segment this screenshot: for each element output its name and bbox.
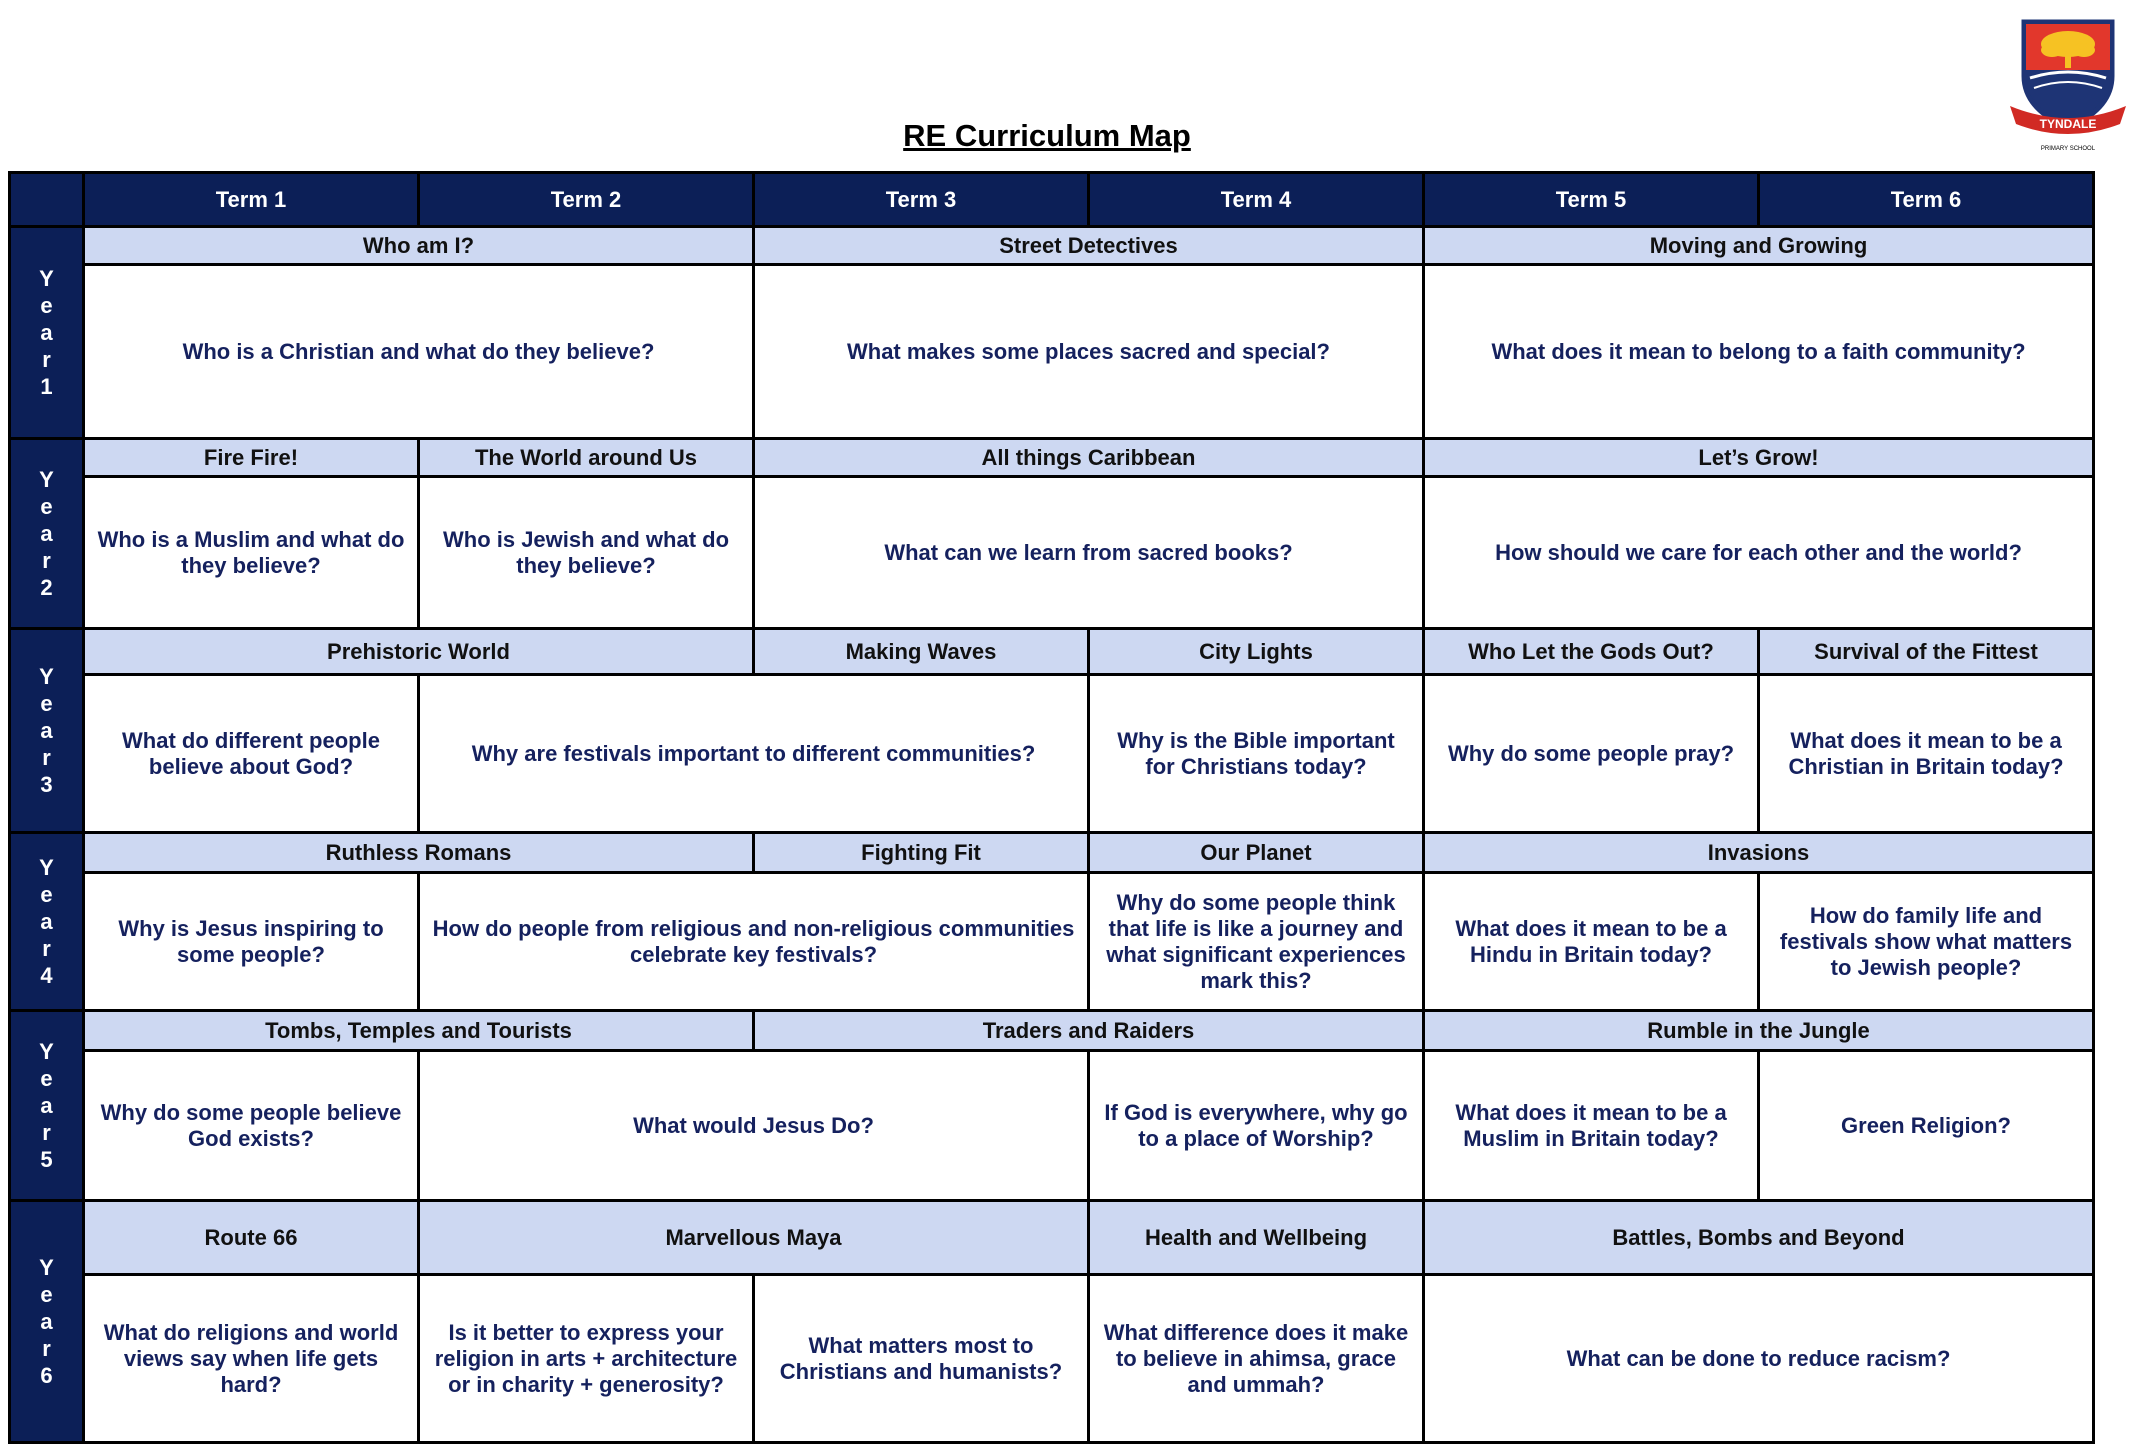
topic-title: Battles, Bombs and Beyond bbox=[1424, 1201, 2094, 1275]
enquiry-question: Who is a Christian and what do they believe? bbox=[84, 265, 754, 439]
logo-subtext: PRIMARY SCHOOL bbox=[2040, 146, 2096, 152]
topic-title: Prehistoric World bbox=[84, 629, 754, 675]
page-title: RE Curriculum Map bbox=[903, 118, 1191, 153]
question-row bbox=[10, 265, 2094, 439]
enquiry-question: Why is Jesus inspiring to some people? bbox=[84, 873, 419, 1011]
topic-title: Making Waves bbox=[754, 629, 1089, 675]
topic-row bbox=[10, 833, 2094, 873]
enquiry-question: How should we care for each other and the world? bbox=[1424, 477, 2094, 629]
term-header: Term 2 bbox=[419, 173, 754, 227]
logo-wordmark: TYNDALE bbox=[2039, 117, 2097, 131]
topic-title: Route 66 bbox=[84, 1201, 419, 1275]
question-row bbox=[10, 1275, 2094, 1443]
topic-title: Marvellous Maya bbox=[419, 1201, 1089, 1275]
enquiry-question: What does it mean to be a Christian in Britain today? bbox=[1759, 675, 2094, 833]
topic-title: Let’s Grow! bbox=[1424, 439, 2094, 477]
enquiry-question: What does it mean to belong to a faith community? bbox=[1424, 265, 2094, 439]
topic-row bbox=[10, 629, 2094, 675]
topic-title: Fighting Fit bbox=[754, 833, 1089, 873]
year-label: Y e a r 5 bbox=[10, 1011, 84, 1201]
term-header: Term 1 bbox=[84, 173, 419, 227]
question-row bbox=[10, 675, 2094, 833]
topic-title: Our Planet bbox=[1089, 833, 1424, 873]
year-label: Y e a r 6 bbox=[10, 1201, 84, 1443]
enquiry-question: Why is the Bible important for Christians today? bbox=[1089, 675, 1424, 833]
enquiry-question: How do family life and festivals show what matters to Jewish people? bbox=[1759, 873, 2094, 1011]
topic-title: Traders and Raiders bbox=[754, 1011, 1424, 1051]
topic-row bbox=[10, 439, 2094, 477]
topic-title: The World around Us bbox=[419, 439, 754, 477]
enquiry-question: If God is everywhere, why go to a place of Worship? bbox=[1089, 1051, 1424, 1201]
topic-title: Survival of the Fittest bbox=[1759, 629, 2094, 675]
enquiry-question: What makes some places sacred and special? bbox=[754, 265, 1424, 439]
topic-row bbox=[10, 1011, 2094, 1051]
year-label: Y e a r 3 bbox=[10, 629, 84, 833]
enquiry-question: Who is a Muslim and what do they believe? bbox=[84, 477, 419, 629]
corner-cell bbox=[10, 173, 84, 227]
enquiry-question: What do different people believe about God? bbox=[84, 675, 419, 833]
term-header: Term 3 bbox=[754, 173, 1089, 227]
enquiry-question: What can we learn from sacred books? bbox=[754, 477, 1424, 629]
topic-title: Who Let the Gods Out? bbox=[1424, 629, 1759, 675]
year-label: Y e a r 4 bbox=[10, 833, 84, 1011]
topic-title: Invasions bbox=[1424, 833, 2094, 873]
curriculum-table bbox=[8, 171, 2095, 1444]
enquiry-question: Why do some people think that life is like a journey and what significant experiences mark this? bbox=[1089, 873, 1424, 1011]
enquiry-question: Why are festivals important to different communities? bbox=[419, 675, 1089, 833]
question-row bbox=[10, 873, 2094, 1011]
year-label: Y e a r 2 bbox=[10, 439, 84, 629]
topic-title: All things Caribbean bbox=[754, 439, 1424, 477]
topic-title: Street Detectives bbox=[754, 227, 1424, 265]
question-row bbox=[10, 477, 2094, 629]
topic-row bbox=[10, 227, 2094, 265]
question-row bbox=[10, 1051, 2094, 1201]
topic-title: Fire Fire! bbox=[84, 439, 419, 477]
enquiry-question: What do religions and world views say when life gets hard? bbox=[84, 1275, 419, 1443]
enquiry-question: What would Jesus Do? bbox=[419, 1051, 1089, 1201]
topic-title: Moving and Growing bbox=[1424, 227, 2094, 265]
school-logo bbox=[2008, 12, 2128, 158]
topic-title: Tombs, Temples and Tourists bbox=[84, 1011, 754, 1051]
topic-row bbox=[10, 1201, 2094, 1275]
term-header: Term 5 bbox=[1424, 173, 1759, 227]
enquiry-question: Why do some people believe God exists? bbox=[84, 1051, 419, 1201]
enquiry-question: Why do some people pray? bbox=[1424, 675, 1759, 833]
enquiry-question: What does it mean to be a Hindu in Britain today? bbox=[1424, 873, 1759, 1011]
enquiry-question: What matters most to Christians and humanists? bbox=[754, 1275, 1089, 1443]
enquiry-question: How do people from religious and non-religious communities celebrate key festivals? bbox=[419, 873, 1089, 1011]
term-header: Term 4 bbox=[1089, 173, 1424, 227]
enquiry-question: What does it mean to be a Muslim in Britain today? bbox=[1424, 1051, 1759, 1201]
enquiry-question: Green Religion? bbox=[1759, 1051, 2094, 1201]
year-label: Y e a r 1 bbox=[10, 227, 84, 439]
enquiry-question: Who is Jewish and what do they believe? bbox=[419, 477, 754, 629]
topic-title: Health and Wellbeing bbox=[1089, 1201, 1424, 1275]
topic-title: Ruthless Romans bbox=[84, 833, 754, 873]
term-header-row bbox=[10, 173, 2094, 227]
topic-title: Who am I? bbox=[84, 227, 754, 265]
enquiry-question: What difference does it make to believe in ahimsa, grace and ummah? bbox=[1089, 1275, 1424, 1443]
topic-title: City Lights bbox=[1089, 629, 1424, 675]
enquiry-question: Is it better to express your religion in arts + architecture or in charity + generosity? bbox=[419, 1275, 754, 1443]
term-header: Term 6 bbox=[1759, 173, 2094, 227]
enquiry-question: What can be done to reduce racism? bbox=[1424, 1275, 2094, 1443]
topic-title: Rumble in the Jungle bbox=[1424, 1011, 2094, 1051]
